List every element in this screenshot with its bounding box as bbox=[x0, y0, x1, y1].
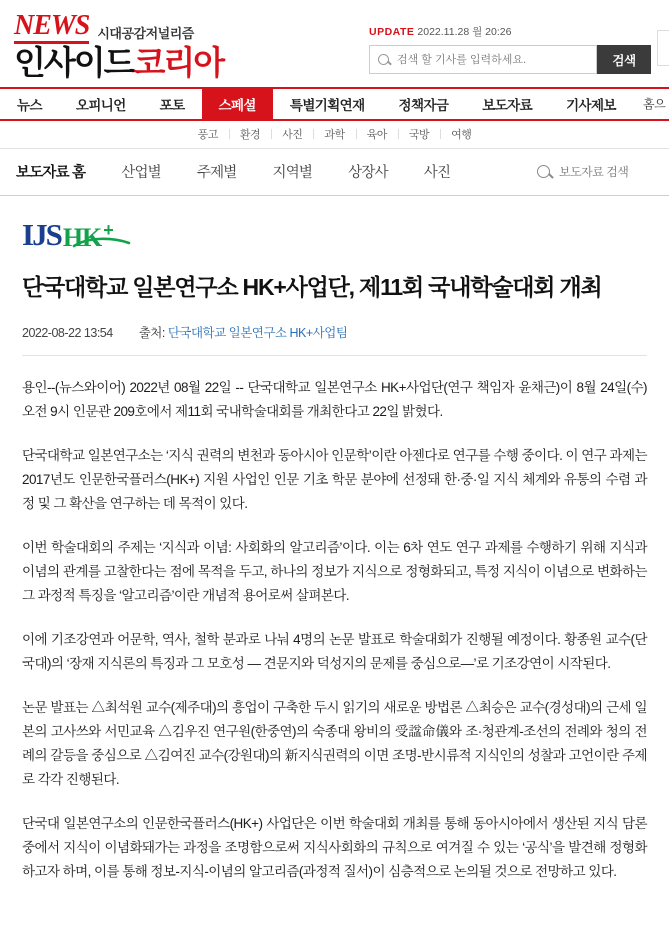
update-date: 2022.11.28 월 20:26 bbox=[417, 26, 512, 38]
article-headline: 단국대학교 일본연구소 HK+사업단, 제11회 국내학술대회 개최 bbox=[22, 273, 602, 300]
subnav-item-2[interactable]: 사진 bbox=[271, 126, 313, 142]
article bbox=[0, 196, 669, 904]
section-tab-by-region[interactable]: 지역별 bbox=[272, 165, 313, 182]
header-search-box[interactable] bbox=[369, 45, 597, 74]
section-tab-photo[interactable]: 사진 bbox=[423, 165, 451, 182]
search-button[interactable]: 검색 bbox=[597, 45, 651, 74]
section-navigation bbox=[0, 149, 669, 196]
subnav-item-0[interactable]: 풍고 bbox=[197, 129, 218, 142]
nav-item-photo[interactable]: 포토 bbox=[159, 97, 185, 113]
nav-item-home[interactable]: 홈으 bbox=[643, 97, 666, 112]
article-source-name[interactable]: 단국대학교 일본연구소 HK+사업팀 bbox=[167, 325, 348, 340]
article-date: 2022-08-22 13:54 bbox=[22, 325, 113, 340]
article-paragraph: 이번 학술대회의 주제는 ‘지식과 이념: 사회화의 알고리즘’이다. 이는 6차 연도 연구 과제를 수행하기 위해 지식과 이념의 관계를 고찰한다는 점에 목적을 두고, 하나의 정보가 지식으로 정형화되고, 특정 지식이 이념으로 변화하는 그 과정적 특징을 ‘알고리즘’이란 개념적 용어로써 살펴본다. bbox=[22, 539, 647, 603]
update-line bbox=[369, 24, 511, 39]
nav-item-press-release[interactable]: 보도자료 bbox=[482, 97, 533, 113]
subnav-item-1[interactable]: 환경 bbox=[229, 126, 271, 142]
logo-top-row bbox=[14, 12, 264, 44]
section-tab-listed-companies[interactable]: 상장사 bbox=[348, 165, 388, 182]
article-meta bbox=[22, 323, 647, 341]
nav-item-policy-funds[interactable]: 정책자금 bbox=[398, 97, 449, 113]
meta-divider bbox=[22, 355, 647, 356]
sub-navigation bbox=[0, 121, 669, 149]
subnav-item-6[interactable]: 여행 bbox=[440, 126, 482, 142]
search-input[interactable] bbox=[395, 53, 588, 67]
section-search-icon bbox=[537, 165, 550, 178]
nav-item-special[interactable]: 스페셜 bbox=[202, 89, 273, 119]
article-paragraph: 논문 발표는 △최석원 교수(제주대)의 흥업이 구축한 두시 읽기의 새로운 방법론 △최승은 교수(경성대)의 근세 일본의 고사쓰와 서민교육 △김우진 연구원(한중연)의 숙종대 왕비의 受諡命儀와 조·청관계-조선의 전례와 청의 전례의 갈등을 중심으로 △김여진 교수(강원대)의 新지식권력의 이면 조명-반시류적 지식인의 성찰과 고언이란 주제로 각각 진행된다. bbox=[22, 699, 647, 787]
section-search-input[interactable] bbox=[557, 164, 653, 180]
nav-item-series[interactable]: 특별기획연재 bbox=[289, 97, 365, 113]
main-navigation bbox=[0, 87, 669, 121]
logo-wordmark-part2: 코리아 bbox=[133, 44, 224, 81]
logo-news-text: NEWS bbox=[14, 12, 89, 44]
article-paragraph: 단국대학교 일본연구소는 ‘지식 권력의 변천과 동아시아 인문학’이란 아젠다로 연구를 수행 중이다. 이 연구 과제는 2017년도 인문한국플러스(HK+) 지원 사업인 인문 기초 학문 분야에 선정돼 한·중·일 지식 체계와 유통의 수렴 과정 및 그 확산을 연구하는 데 목적이 있다. bbox=[22, 447, 647, 511]
subnav-item-4[interactable]: 육아 bbox=[356, 126, 398, 142]
article-paragraph: 용인--(뉴스와이어) 2022년 08월 22일 -- 단국대학교 일본연구소 HK+사업단(연구 책임자 윤채근)이 8월 24일(수) 오전 9시 인문관 209호에서 제11회 국내학술대회를 개최한다고 22일 밝혔다. bbox=[22, 379, 647, 419]
search-icon bbox=[378, 54, 389, 65]
site-logo[interactable] bbox=[14, 12, 264, 81]
header-search bbox=[369, 45, 651, 74]
article-paragraph: 이에 기조강연과 어문학, 역사, 철학 분과로 나눠 4명의 논문 발표로 학술대회가 진행될 예정이다. 황종원 교수(단국대)의 ‘장재 지식론의 특징과 그 모호성 — 견문지와 덕성지의 문제를 중심으로—’로 기조강연이 시작된다. bbox=[22, 631, 647, 671]
article-brand-logo bbox=[22, 218, 647, 252]
article-source-label: 출처: bbox=[138, 325, 165, 340]
nav-item-opinion[interactable]: 오피니언 bbox=[75, 97, 126, 113]
subnav-item-5[interactable]: 국방 bbox=[398, 126, 440, 142]
article-paragraph: 단국대 일본연구소의 인문한국플러스(HK+) 사업단은 이번 학술대회 개최를 통해 동아시아에서 생산된 지식 담론 중에서 지식이 이념화돼가는 과정을 조명함으로써 지식사회화의 규칙으로 여겨질 수 있는 ‘공식’을 발견해 정형화하고자 하며, 이를 통해 정보-지식-이념의 알고리즘(과정적 질서)이 심층적으로 논의될 것으로 전망하고 있다. bbox=[22, 815, 647, 879]
section-search[interactable] bbox=[537, 164, 653, 180]
subnav-item-3[interactable]: 과학 bbox=[313, 126, 355, 142]
section-tab-press-home[interactable]: 보도자료 홈 bbox=[16, 165, 86, 182]
header-corner-widget[interactable] bbox=[657, 30, 669, 66]
brand-ijs-text: IJS bbox=[22, 217, 61, 253]
article-source bbox=[139, 323, 348, 341]
brand-swoosh-icon bbox=[72, 235, 132, 254]
nav-item-news[interactable]: 뉴스 bbox=[17, 97, 42, 113]
brand-plus-text: + bbox=[103, 220, 114, 241]
update-label: UPDATE bbox=[369, 26, 415, 38]
section-tab-by-industry[interactable]: 산업별 bbox=[121, 165, 161, 182]
nav-item-tip-off[interactable]: 기사제보 bbox=[566, 97, 616, 113]
header-right bbox=[369, 12, 655, 74]
brand-hk-text: HK bbox=[62, 222, 102, 252]
site-header bbox=[0, 0, 669, 87]
article-body bbox=[22, 376, 647, 884]
logo-wordmark-part1: 인사이드 bbox=[14, 44, 134, 81]
logo-slogan: 시대공감저널리즘 bbox=[97, 26, 194, 41]
logo-wordmark bbox=[14, 46, 264, 81]
section-tab-by-topic[interactable]: 주제별 bbox=[196, 165, 237, 182]
